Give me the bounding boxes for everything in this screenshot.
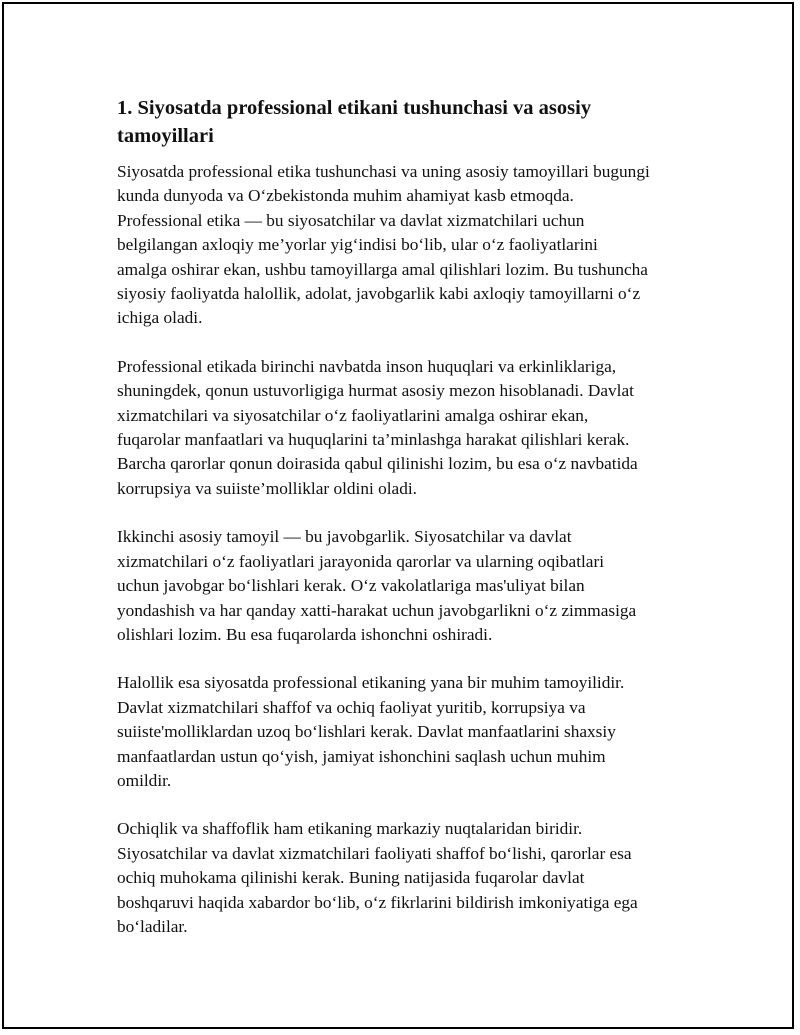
paragraph-3: Ikkinchi asosiy tamoyil — bu javobgarlik. Siyosatchilar va davlat xizmatchilari o‘z faoliyatlari jarayonida qarorlar va ularning oqibatlari uchun javobgar bo‘lishlari kerak. O‘z vakolatlariga mas'uliyat bilan yondashish va har qanday xatti-harakat uchun javobgarlikni o‘z zimmasiga olishlari lozim. Bu esa fuqarolarda ishonchni oshiradi. (117, 527, 637, 644)
paragraph-2: Professional etikada birinchi navbatda inson huquqlari va erkinliklariga, shuningdek, qonun ustuvorligiga hurmat asosiy mezon hisoblanadi. Davlat xizmatchilari va siyosatchilar o‘z faoliyatlarini amalga oshirar ekan, fuqarolar manfaatlari va huquqlarini ta’minlashga harakat qilishlari kerak. Barcha qarorlar qonun doirasida qabul qilinishi lozim, bu esa o‘z navbatida korrupsiya va suiiste’molliklar oldini oladi. (117, 356, 638, 498)
section-heading: 1. Siyosatda professional etikani tushunchasi va asosiy tamoyillari (117, 97, 592, 147)
paragraph-1: Siyosatda professional etika tushunchasi va uning asosiy tamoyillari bugungi kunda dunyoda va O‘zbekistonda muhim ahamiyat kasb etmoqda. Professional etika — bu siyosatchilar va davlat xizmatchilari uchun belgilangan axloqiy me’yorlar yig‘indisi bo‘lib, ular o‘z faoliyatlarini amalga oshirar ekan, ushbu tamoyillarga amal qilishlari lozim. Bu tushuncha siyosiy faoliyatda halollik, adolat, javobgarlik kabi axloqiy tamoyillarni o‘z ichiga oladi. (117, 162, 650, 328)
paragraph-5: Ochiqlik va shaffoflik ham etikaning markaziy nuqtalaridan biridir. Siyosatchilar va davlat xizmatchilari faoliyati shaffof bo‘lishi, qarorlar esa ochiq muhokama qilinishi kerak. Buning natijasida fuqarolar davlat boshqaruvi haqida xabardor bo‘lib, o‘z fikrlarini bildirish imkoniyatiga ega bo‘ladilar. (117, 819, 638, 936)
document-body (117, 94, 697, 963)
paragraph-4: Halollik esa siyosatda professional etikaning yana bir muhim tamoyilidir. Davlat xizmatchilari shaffof va ochiq faoliyat yuritib, korrupsiya va suiiste'molliklardan uzoq bo‘lishlari kerak. Davlat manfaatlarini shaxsiy manfaatlardan ustun qo‘yish, jamiyat ishonchini saqlash uchun muhim omildir. (117, 673, 625, 790)
